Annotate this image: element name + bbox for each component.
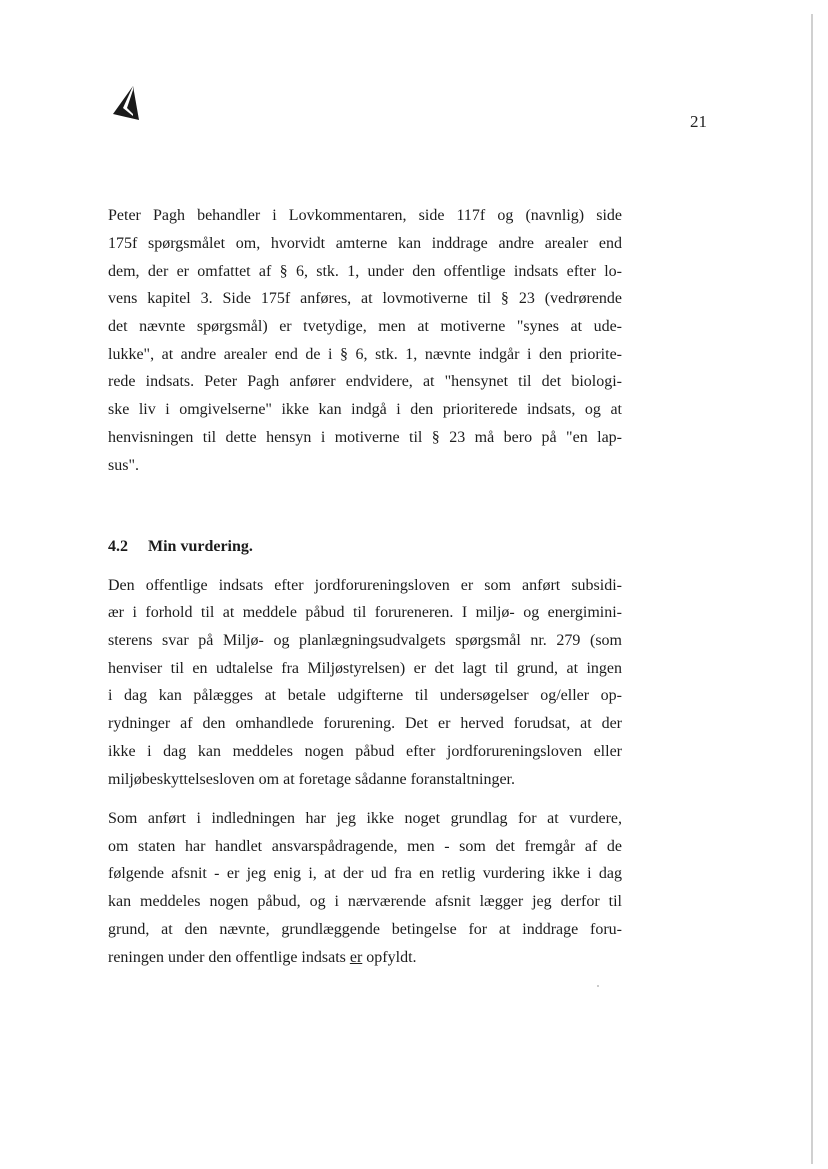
text-line: om staten har handlet ansvarspådragende, men - som det fremgår af de	[108, 838, 622, 855]
text-line: 175f spørgsmålet om, hvorvidt amterne kan inddrage andre arealer end	[108, 235, 622, 252]
underlined-emphasis: er	[349, 949, 363, 966]
text-line-last	[108, 948, 622, 968]
text-line: henviser til en udtalelse fra Miljøstyrelsen) er det lagt til grund, at ingen	[108, 660, 622, 677]
text-segment: reningen under den offentlige indsats	[108, 949, 350, 966]
text-line: rydninger af den omhandlede forurening. Det er herved forudsat, at der	[108, 715, 622, 732]
text-line: følgende afsnit - er jeg enig i, at der ud fra en retlig vurdering ikke i dag	[108, 865, 622, 882]
text-line: ær i forhold til at meddele påbud til forureneren. I miljø- og energimini-	[108, 604, 622, 621]
text-segment: opfyldt.	[362, 949, 417, 966]
section-title: Min vurdering.	[148, 538, 253, 555]
text-line: ikke i dag kan meddeles nogen påbud efter jordforureningsloven eller	[108, 743, 622, 760]
section-heading	[108, 538, 253, 556]
scan-speck	[597, 985, 599, 987]
text-line: ske liv i omgivelserne" ikke kan indgå i den prioriterede indsats, og at	[108, 401, 622, 418]
page-edge-line	[811, 14, 813, 1164]
text-line: sterens svar på Miljø- og planlægningsudvalgets spørgsmål nr. 279 (som	[108, 632, 622, 649]
text-line: vens kapitel 3. Side 175f anføres, at lovmotiverne til § 23 (vedrørende	[108, 290, 622, 307]
section-number: 4.2	[108, 538, 128, 555]
page-number: 21	[690, 112, 707, 131]
text-line: lukke", at andre arealer end de i § 6, stk. 1, nævnte indgår i den priorite-	[108, 346, 622, 363]
text-line: Peter Pagh behandler i Lovkommentaren, side 117f og (navnlig) side	[108, 207, 622, 224]
text-line: henvisningen til dette hensyn i motiverne til § 23 må bero på "en lap-	[108, 429, 622, 446]
text-line: rede indsats. Peter Pagh anfører endvidere, at "hensynet til det biologi-	[108, 373, 622, 390]
text-line: grund, at den nævnte, grundlæggende betingelse for at inddrage foru-	[108, 921, 622, 938]
triangle-sail-logo	[113, 86, 139, 120]
text-line: det nævnte spørgsmål) er tvetydige, men at motiverne "synes at ude-	[108, 318, 622, 335]
text-line: Som anført i indledningen har jeg ikke noget grundlag for at vurdere,	[108, 810, 622, 827]
text-line: miljøbeskyttelsesloven om at foretage sådanne foranstaltninger.	[108, 771, 515, 788]
text-line: Den offentlige indsats efter jordforureningsloven er som anført subsidi-	[108, 577, 622, 594]
text-line: kan meddeles nogen påbud, og i nærværende afsnit lægger jeg derfor til	[108, 893, 622, 910]
text-line: sus".	[108, 457, 139, 474]
text-line: i dag kan pålægges at betale udgifterne til undersøgelser og/eller op-	[108, 687, 622, 704]
text-line: dem, der er omfattet af § 6, stk. 1, under den offentlige indsats efter lo-	[108, 263, 622, 280]
